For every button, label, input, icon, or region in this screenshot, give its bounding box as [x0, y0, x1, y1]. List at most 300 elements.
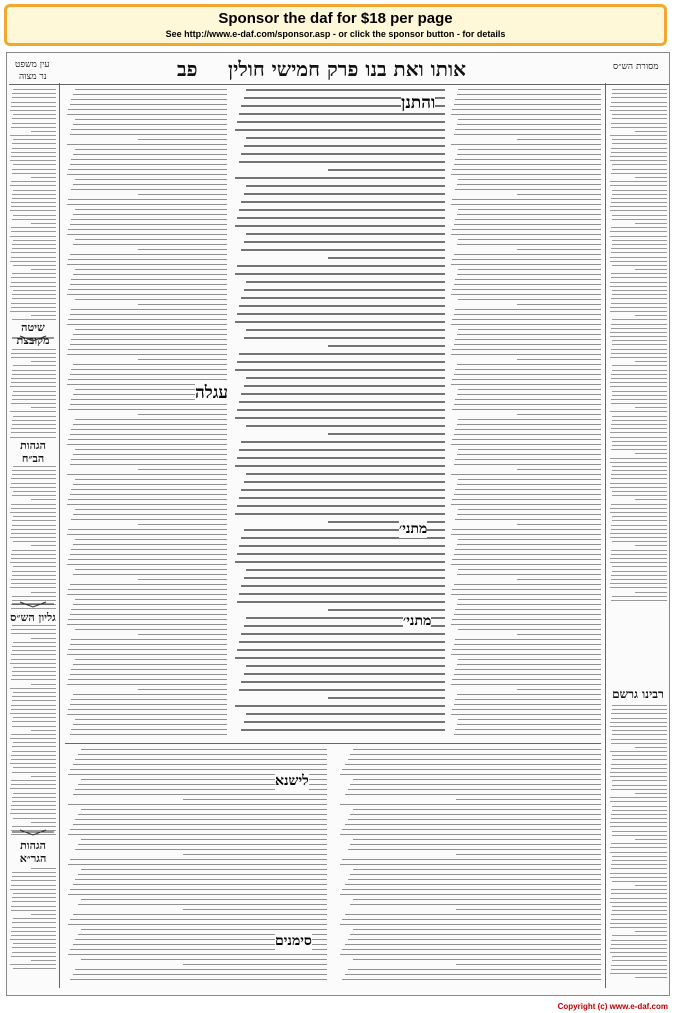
text-line [454, 734, 601, 735]
text-line [31, 730, 56, 731]
text-line [73, 484, 227, 485]
text-line [138, 469, 227, 470]
text-line [13, 215, 56, 216]
text-line [454, 134, 601, 135]
text-line [610, 236, 667, 237]
text-line [12, 395, 56, 396]
text-line [458, 599, 601, 600]
text-line [12, 550, 56, 551]
text-line [73, 154, 227, 155]
text-line [68, 864, 327, 865]
text-line [328, 257, 445, 259]
text-line [11, 633, 56, 634]
text-line [517, 634, 601, 635]
text-line [610, 307, 667, 308]
page-title: אותו ואת בנו פרק חמישי חולין [228, 57, 466, 81]
text-line [75, 969, 327, 970]
text-line [455, 339, 601, 340]
text-line [340, 924, 601, 925]
text-line [68, 229, 227, 230]
text-line [451, 714, 601, 715]
text-line [67, 594, 227, 595]
text-line [611, 550, 667, 551]
text-line [454, 554, 601, 555]
text-line [455, 489, 601, 490]
text-line [75, 209, 227, 210]
text-line [611, 814, 667, 815]
text-line [68, 709, 227, 710]
text-line [10, 587, 56, 588]
text-line [611, 324, 667, 325]
text-line [244, 289, 445, 291]
text-line [13, 466, 56, 467]
text-line [11, 231, 56, 232]
text-line [452, 319, 601, 320]
text-line [237, 553, 445, 555]
text-line [457, 544, 601, 545]
text-line [611, 940, 667, 941]
text-line [183, 854, 327, 855]
text-line [73, 974, 327, 975]
text-line [611, 575, 667, 576]
text-line [67, 174, 227, 175]
text-line [611, 148, 667, 149]
text-line [611, 449, 667, 450]
text-line [457, 274, 601, 275]
text-line [611, 504, 667, 505]
text-line [81, 839, 327, 840]
text-line [237, 265, 445, 267]
text-line [13, 566, 56, 567]
text-line [12, 952, 56, 953]
text-line [610, 261, 667, 262]
text-line [612, 340, 667, 341]
text-line [452, 649, 601, 650]
text-line [11, 956, 56, 957]
text-line [350, 874, 601, 875]
text-line [611, 127, 667, 128]
text-line [353, 749, 601, 750]
text-line [31, 407, 56, 408]
text-line [75, 299, 227, 300]
text-line [12, 826, 56, 827]
text-line [611, 739, 667, 740]
text-line [11, 357, 56, 358]
text-line [246, 137, 445, 139]
text-line [11, 755, 56, 756]
text-line [81, 959, 327, 960]
text-line [68, 894, 327, 895]
text-line [31, 822, 56, 823]
text-line [612, 118, 667, 119]
text-line [70, 494, 227, 495]
text-line [611, 353, 667, 354]
text-line [612, 516, 667, 517]
text-line [68, 679, 227, 680]
text-line [239, 593, 445, 595]
text-line [81, 809, 327, 810]
text-line [611, 743, 667, 744]
text-line [457, 334, 601, 335]
text-line [138, 689, 227, 690]
text-line [11, 152, 56, 153]
text-line [342, 979, 601, 980]
text-line [350, 754, 601, 755]
text-line [455, 549, 601, 550]
text-line [235, 369, 445, 371]
text-line [353, 899, 601, 900]
text-line [237, 121, 445, 123]
text-line [70, 704, 227, 705]
text-line [11, 558, 56, 559]
text-line [73, 574, 227, 575]
text-line [75, 599, 227, 600]
text-line [246, 473, 445, 475]
text-line [68, 259, 227, 260]
text-line [635, 269, 667, 270]
text-line [458, 419, 601, 420]
text-line [70, 734, 227, 735]
text-line [10, 763, 56, 764]
text-line [458, 629, 601, 630]
text-line [457, 184, 601, 185]
text-line [11, 378, 56, 379]
text-line [611, 424, 667, 425]
text-line [454, 344, 601, 345]
text-line [244, 385, 445, 387]
text-line [11, 483, 56, 484]
text-line [12, 273, 56, 274]
text-line [455, 219, 601, 220]
text-line [612, 831, 667, 832]
text-line [11, 353, 56, 354]
text-line [70, 254, 227, 255]
text-line [11, 780, 56, 781]
text-line [611, 298, 667, 299]
text-line [611, 252, 667, 253]
text-line [458, 479, 601, 480]
text-line [353, 779, 601, 780]
text-line [12, 520, 56, 521]
text-line [12, 746, 56, 747]
text-line [75, 659, 227, 660]
copyright-notice[interactable]: Copyright (c) www.e-daf.com [557, 1002, 668, 1011]
text-line [31, 638, 56, 639]
text-line [246, 377, 445, 379]
text-line [73, 424, 227, 425]
text-line [610, 797, 667, 798]
text-line [458, 89, 601, 90]
text-line [11, 809, 56, 810]
text-line [455, 519, 601, 520]
text-line [10, 813, 56, 814]
text-line [10, 210, 56, 211]
ner-mitzvah-label: נר מצוה [19, 72, 47, 82]
text-line [11, 156, 56, 157]
text-line [10, 562, 56, 563]
text-line [452, 229, 601, 230]
text-line [610, 726, 667, 727]
text-line [31, 960, 56, 961]
gilyon-hashas-title: גליון הש״ס [10, 611, 56, 624]
text-line [611, 478, 667, 479]
text-line [138, 194, 227, 195]
text-line [612, 806, 667, 807]
text-line [73, 824, 327, 825]
text-line [12, 901, 56, 902]
text-line [70, 224, 227, 225]
text-line [635, 931, 667, 932]
text-line [31, 914, 56, 915]
text-line [610, 948, 667, 949]
text-line [75, 119, 227, 120]
text-line [455, 609, 601, 610]
text-line [612, 596, 667, 597]
text-line [455, 639, 601, 640]
text-line [455, 729, 601, 730]
text-line [348, 969, 601, 970]
text-line [348, 939, 601, 940]
text-line [455, 669, 601, 670]
text-line [13, 918, 56, 919]
text-line [71, 549, 227, 550]
text-line [454, 164, 601, 165]
text-line [458, 659, 601, 660]
text-line [10, 889, 56, 890]
text-line [452, 289, 601, 290]
text-line [71, 279, 227, 280]
text-line [75, 149, 227, 150]
text-line [235, 561, 445, 563]
text-line [455, 369, 601, 370]
text-line [11, 529, 56, 530]
text-line [241, 393, 445, 395]
column-divider [59, 83, 60, 988]
text-line [13, 391, 56, 392]
bottom-section-rule [65, 743, 601, 744]
text-line [611, 349, 667, 350]
text-line [13, 89, 56, 90]
text-line [81, 929, 327, 930]
text-line [31, 499, 56, 500]
text-line [12, 700, 56, 701]
text-line [455, 189, 601, 190]
text-line [12, 650, 56, 651]
text-line [610, 877, 667, 878]
text-line [10, 964, 56, 965]
text-line [456, 964, 601, 965]
text-line [612, 881, 667, 882]
text-line [610, 533, 667, 534]
text-line [451, 504, 601, 505]
text-line [12, 194, 56, 195]
text-line [11, 931, 56, 932]
text-line [12, 797, 56, 798]
text-line [235, 177, 445, 179]
text-line [31, 131, 56, 132]
text-line [75, 419, 227, 420]
text-line [78, 874, 327, 875]
text-line [11, 705, 56, 706]
text-line [611, 277, 667, 278]
text-line [239, 209, 445, 211]
text-line [612, 219, 667, 220]
text-line [183, 799, 327, 800]
text-line [244, 241, 445, 243]
text-line [241, 489, 445, 491]
text-line [348, 789, 601, 790]
text-line [612, 709, 667, 710]
text-line [611, 718, 667, 719]
text-line [241, 153, 445, 155]
text-line [70, 554, 227, 555]
text-line [517, 579, 601, 580]
text-line [31, 868, 56, 869]
text-line [345, 974, 601, 975]
text-line [342, 949, 601, 950]
text-line [457, 484, 601, 485]
text-line [10, 185, 56, 186]
text-line [75, 539, 227, 540]
text-line [244, 337, 445, 339]
text-line [452, 109, 601, 110]
text-line [70, 614, 227, 615]
text-line [75, 629, 227, 630]
text-line [611, 152, 667, 153]
text-line [610, 587, 667, 588]
text-line [68, 439, 227, 440]
text-line [342, 769, 601, 770]
text-line [345, 764, 601, 765]
text-line [457, 364, 601, 365]
text-line [12, 474, 56, 475]
text-line [13, 793, 56, 794]
text-line [12, 198, 56, 199]
text-line [138, 634, 227, 635]
text-line [611, 328, 667, 329]
text-line [75, 269, 227, 270]
text-line [73, 914, 327, 915]
text-line [457, 124, 601, 125]
text-line [517, 304, 601, 305]
text-line [455, 399, 601, 400]
text-line [73, 124, 227, 125]
text-line [612, 935, 667, 936]
text-line [610, 206, 667, 207]
text-line [75, 819, 327, 820]
text-line [11, 202, 56, 203]
text-line [11, 533, 56, 534]
text-line [75, 849, 327, 850]
text-line [73, 334, 227, 335]
text-line [13, 365, 56, 366]
text-line [239, 449, 445, 451]
text-line [13, 114, 56, 115]
text-line [11, 277, 56, 278]
text-line [10, 537, 56, 538]
folio-number: פב [177, 57, 198, 81]
text-line [353, 959, 601, 960]
text-line [451, 354, 601, 355]
text-line [457, 724, 601, 725]
text-line [70, 104, 227, 105]
text-line [455, 279, 601, 280]
text-line [235, 129, 445, 131]
text-line [13, 516, 56, 517]
sponsor-title[interactable]: Sponsor the daf for $18 per page [218, 10, 453, 27]
text-line [451, 444, 601, 445]
text-line [340, 894, 601, 895]
text-line [452, 349, 601, 350]
text-line [328, 345, 445, 347]
text-line [612, 114, 667, 115]
text-line [13, 818, 56, 819]
text-line [611, 789, 667, 790]
text-line [612, 445, 667, 446]
text-line [451, 264, 601, 265]
text-line [610, 462, 667, 463]
text-line [328, 609, 445, 611]
text-line [67, 234, 227, 235]
text-line [235, 657, 445, 659]
text-line [67, 114, 227, 115]
text-line [611, 914, 667, 915]
text-line [350, 784, 601, 785]
text-line [71, 609, 227, 610]
text-line [348, 879, 601, 880]
text-line [12, 897, 56, 898]
text-line [451, 564, 601, 565]
text-line [11, 307, 56, 308]
text-line [68, 409, 227, 410]
text-line [12, 721, 56, 722]
text-line [31, 545, 56, 546]
text-line [454, 314, 601, 315]
text-line [451, 294, 601, 295]
text-line [70, 284, 227, 285]
text-line [68, 619, 227, 620]
sponsor-subtitle[interactable]: See http://www.e-daf.com/sponsor.asp - or click the sponsor button - for details [165, 29, 506, 39]
text-line [70, 134, 227, 135]
text-line [71, 429, 227, 430]
text-line [612, 705, 667, 706]
text-line [612, 470, 667, 471]
text-line [237, 601, 445, 603]
text-line [451, 534, 601, 535]
text-line [70, 769, 327, 770]
text-line [328, 697, 445, 699]
text-line [451, 144, 601, 145]
text-line [611, 944, 667, 945]
text-line [611, 227, 667, 228]
text-line [11, 734, 56, 735]
sponsor-banner[interactable] [4, 4, 667, 46]
text-line [71, 699, 227, 700]
text-line [328, 521, 445, 523]
text-line [31, 361, 56, 362]
text-line [454, 674, 601, 675]
text-line [12, 248, 56, 249]
text-line [612, 294, 667, 295]
text-line [611, 378, 667, 379]
text-line [340, 834, 601, 835]
text-line [11, 206, 56, 207]
dibbur-lishna: לישנא [275, 773, 309, 789]
text-line [138, 524, 227, 525]
text-line [12, 696, 56, 697]
text-line [456, 909, 601, 910]
text-line [71, 339, 227, 340]
